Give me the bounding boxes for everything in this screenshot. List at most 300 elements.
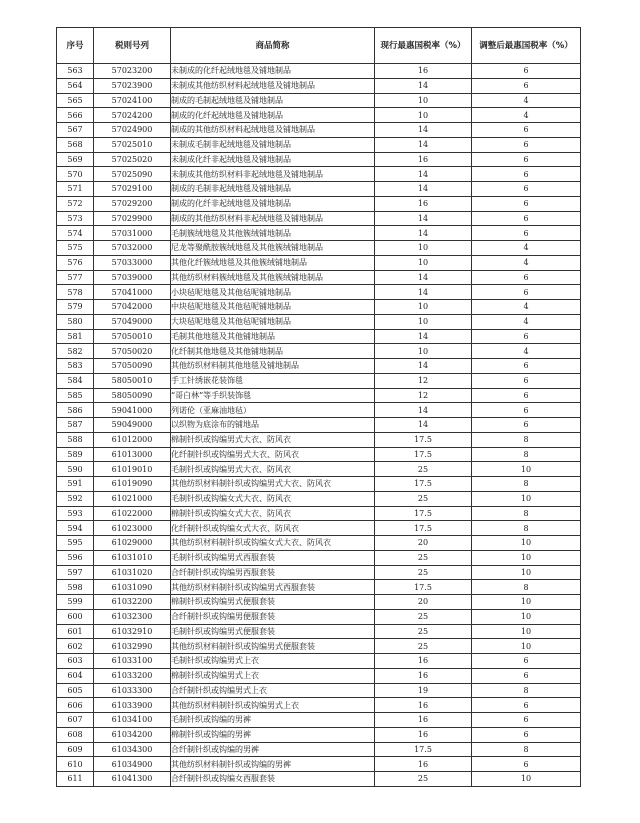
- cell-tariff-code: 61023000: [94, 521, 171, 536]
- cell-adjusted-rate: 10: [472, 609, 581, 624]
- cell-seq-no: 591: [57, 477, 94, 492]
- cell-adjusted-rate: 6: [472, 196, 581, 211]
- cell-seq-no: 568: [57, 137, 94, 152]
- cell-current-rate: 14: [375, 359, 472, 374]
- cell-tariff-code: 57024100: [94, 93, 171, 108]
- cell-tariff-code: 61012000: [94, 432, 171, 447]
- cell-product-name: 棉制针织或钩编男式上衣: [171, 668, 375, 683]
- cell-seq-no: 583: [57, 359, 94, 374]
- cell-current-rate: 25: [375, 462, 472, 477]
- cell-current-rate: 19: [375, 683, 472, 698]
- table-row: [57, 742, 581, 757]
- cell-product-name: 其他纺织材料制针织或钩编女式大衣、防风衣: [171, 536, 375, 551]
- cell-tariff-code: 61019090: [94, 477, 171, 492]
- cell-current-rate: 14: [375, 285, 472, 300]
- cell-product-name: 其他化纤簇绒地毯及其他簇绒铺地制品: [171, 255, 375, 270]
- cell-adjusted-rate: 6: [472, 182, 581, 197]
- cell-adjusted-rate: 4: [472, 300, 581, 315]
- cell-seq-no: 565: [57, 93, 94, 108]
- cell-seq-no: 564: [57, 78, 94, 93]
- cell-product-name: 其他纺织材料制针织或钩编男式上衣: [171, 698, 375, 713]
- cell-tariff-code: 61034100: [94, 713, 171, 728]
- cell-product-name: 棉制针织或钩编男式便服套装: [171, 595, 375, 610]
- table-row: [57, 683, 581, 698]
- cell-product-name: 未制成毛制非起绒地毯及铺地制品: [171, 137, 375, 152]
- cell-tariff-code: 57039000: [94, 270, 171, 285]
- cell-seq-no: 599: [57, 595, 94, 610]
- table-row: [57, 344, 581, 359]
- tariff-table: [56, 27, 581, 787]
- cell-seq-no: 597: [57, 565, 94, 580]
- cell-seq-no: 573: [57, 211, 94, 226]
- table-row: [57, 418, 581, 433]
- table-row: [57, 477, 581, 492]
- table-row: [57, 698, 581, 713]
- cell-current-rate: 17.5: [375, 742, 472, 757]
- cell-current-rate: 14: [375, 137, 472, 152]
- cell-seq-no: 600: [57, 609, 94, 624]
- cell-product-name: “哥白林”等手织装饰毯: [171, 388, 375, 403]
- cell-current-rate: 17.5: [375, 506, 472, 521]
- cell-adjusted-rate: 6: [472, 757, 581, 772]
- cell-current-rate: 17.5: [375, 521, 472, 536]
- cell-current-rate: 12: [375, 388, 472, 403]
- table-row: [57, 565, 581, 580]
- cell-adjusted-rate: 8: [472, 580, 581, 595]
- tariff-document-page: [56, 27, 580, 787]
- cell-adjusted-rate: 4: [472, 255, 581, 270]
- cell-seq-no: 589: [57, 447, 94, 462]
- cell-current-rate: 14: [375, 167, 472, 182]
- cell-seq-no: 575: [57, 241, 94, 256]
- cell-adjusted-rate: 4: [472, 241, 581, 256]
- cell-adjusted-rate: 6: [472, 654, 581, 669]
- cell-product-name: 合纤制针织或钩编男西服套装: [171, 565, 375, 580]
- cell-seq-no: 569: [57, 152, 94, 167]
- cell-tariff-code: 57025090: [94, 167, 171, 182]
- cell-tariff-code: 61033300: [94, 683, 171, 698]
- cell-current-rate: 25: [375, 624, 472, 639]
- cell-seq-no: 566: [57, 108, 94, 123]
- cell-seq-no: 606: [57, 698, 94, 713]
- cell-adjusted-rate: 8: [472, 477, 581, 492]
- cell-current-rate: 25: [375, 639, 472, 654]
- cell-product-name: 毛制针织或钩编的男裤: [171, 713, 375, 728]
- cell-current-rate: 14: [375, 182, 472, 197]
- cell-adjusted-rate: 10: [472, 639, 581, 654]
- table-row: [57, 359, 581, 374]
- cell-product-name: 毛制针织或钩编男式上衣: [171, 654, 375, 669]
- cell-current-rate: 14: [375, 211, 472, 226]
- cell-seq-no: 611: [57, 772, 94, 787]
- cell-tariff-code: 59041000: [94, 403, 171, 418]
- cell-tariff-code: 61022000: [94, 506, 171, 521]
- cell-product-name: 手工针绣嵌花装饰毯: [171, 373, 375, 388]
- cell-adjusted-rate: 8: [472, 447, 581, 462]
- cell-adjusted-rate: 6: [472, 388, 581, 403]
- cell-product-name: 棉制针织或钩编女式大衣、防风衣: [171, 506, 375, 521]
- cell-tariff-code: 61032200: [94, 595, 171, 610]
- cell-tariff-code: 61019010: [94, 462, 171, 477]
- cell-current-rate: 16: [375, 654, 472, 669]
- cell-tariff-code: 61031090: [94, 580, 171, 595]
- cell-adjusted-rate: 8: [472, 432, 581, 447]
- table-row: [57, 123, 581, 138]
- cell-seq-no: 570: [57, 167, 94, 182]
- cell-adjusted-rate: 10: [472, 536, 581, 551]
- cell-seq-no: 587: [57, 418, 94, 433]
- cell-adjusted-rate: 10: [472, 462, 581, 477]
- cell-product-name: 其他纺织材料制其他地毯及铺地制品: [171, 359, 375, 374]
- cell-product-name: 小块毡呢地毯及其他毡呢铺地制品: [171, 285, 375, 300]
- cell-adjusted-rate: 4: [472, 314, 581, 329]
- cell-product-name: 其他纺织材料簇绒地毯及其他簇绒铺地制品: [171, 270, 375, 285]
- cell-tariff-code: 61033100: [94, 654, 171, 669]
- table-row: [57, 314, 581, 329]
- cell-tariff-code: 61031010: [94, 550, 171, 565]
- cell-tariff-code: 57050090: [94, 359, 171, 374]
- table-row: [57, 432, 581, 447]
- cell-seq-no: 585: [57, 388, 94, 403]
- cell-current-rate: 10: [375, 241, 472, 256]
- cell-product-name: 毛制针织或钩编男式大衣、防风衣: [171, 462, 375, 477]
- cell-current-rate: 16: [375, 713, 472, 728]
- cell-current-rate: 14: [375, 418, 472, 433]
- cell-seq-no: 579: [57, 300, 94, 315]
- cell-product-name: 未制成化纤非起绒地毯及铺地制品: [171, 152, 375, 167]
- cell-product-name: 未制成的化纤起绒地毯及铺地制品: [171, 64, 375, 79]
- cell-tariff-code: 57023200: [94, 64, 171, 79]
- cell-seq-no: 609: [57, 742, 94, 757]
- cell-adjusted-rate: 6: [472, 137, 581, 152]
- cell-tariff-code: 61021000: [94, 491, 171, 506]
- header-tariff-code: 税则号列: [94, 28, 171, 64]
- cell-product-name: 化纤制其他地毯及其他铺地制品: [171, 344, 375, 359]
- cell-adjusted-rate: 8: [472, 683, 581, 698]
- cell-product-name: 未制成其他纺织材料非起绒地毯及铺地制品: [171, 167, 375, 182]
- cell-adjusted-rate: 8: [472, 742, 581, 757]
- cell-tariff-code: 57042000: [94, 300, 171, 315]
- cell-adjusted-rate: 10: [472, 595, 581, 610]
- table-row: [57, 93, 581, 108]
- cell-tariff-code: 61013000: [94, 447, 171, 462]
- cell-current-rate: 10: [375, 344, 472, 359]
- header-current-mfn-rate: 现行最惠国税率（%）: [375, 28, 472, 64]
- cell-adjusted-rate: 6: [472, 713, 581, 728]
- table-row: [57, 491, 581, 506]
- cell-tariff-code: 61032300: [94, 609, 171, 624]
- cell-current-rate: 10: [375, 93, 472, 108]
- cell-product-name: 其他纺织材料制针织或钩编男式西服套装: [171, 580, 375, 595]
- cell-adjusted-rate: 6: [472, 167, 581, 182]
- table-row: [57, 550, 581, 565]
- cell-seq-no: 574: [57, 226, 94, 241]
- cell-product-name: 毛制簇绒地毯及其他簇绒铺地制品: [171, 226, 375, 241]
- cell-adjusted-rate: 8: [472, 506, 581, 521]
- cell-tariff-code: 61034200: [94, 727, 171, 742]
- cell-current-rate: 10: [375, 108, 472, 123]
- cell-adjusted-rate: 10: [472, 565, 581, 580]
- cell-current-rate: 16: [375, 727, 472, 742]
- cell-seq-no: 563: [57, 64, 94, 79]
- cell-current-rate: 12: [375, 373, 472, 388]
- cell-seq-no: 571: [57, 182, 94, 197]
- cell-current-rate: 25: [375, 550, 472, 565]
- cell-adjusted-rate: 6: [472, 123, 581, 138]
- cell-adjusted-rate: 6: [472, 64, 581, 79]
- cell-product-name: 未制成其他纺织材料起绒地毯及铺地制品: [171, 78, 375, 93]
- cell-tariff-code: 57025010: [94, 137, 171, 152]
- table-row: [57, 639, 581, 654]
- cell-tariff-code: 57029200: [94, 196, 171, 211]
- cell-adjusted-rate: 6: [472, 373, 581, 388]
- table-row: [57, 373, 581, 388]
- cell-product-name: 其他纺织材料制针织或钩编的男裤: [171, 757, 375, 772]
- table-row: [57, 521, 581, 536]
- cell-adjusted-rate: 8: [472, 521, 581, 536]
- cell-adjusted-rate: 6: [472, 329, 581, 344]
- cell-current-rate: 20: [375, 595, 472, 610]
- table-row: [57, 668, 581, 683]
- cell-seq-no: 567: [57, 123, 94, 138]
- table-row: [57, 757, 581, 772]
- cell-adjusted-rate: 6: [472, 403, 581, 418]
- cell-current-rate: 25: [375, 565, 472, 580]
- table-row: [57, 226, 581, 241]
- cell-adjusted-rate: 6: [472, 78, 581, 93]
- table-row: [57, 78, 581, 93]
- cell-tariff-code: 61029000: [94, 536, 171, 551]
- cell-seq-no: 576: [57, 255, 94, 270]
- cell-product-name: 制成的其他纺织材料非起绒地毯及铺地制品: [171, 211, 375, 226]
- cell-product-name: 制成的化纤起绒地毯及铺地制品: [171, 108, 375, 123]
- cell-seq-no: 581: [57, 329, 94, 344]
- table-row: [57, 241, 581, 256]
- cell-tariff-code: 61033900: [94, 698, 171, 713]
- cell-current-rate: 10: [375, 300, 472, 315]
- cell-adjusted-rate: 10: [472, 491, 581, 506]
- table-row: [57, 654, 581, 669]
- table-row: [57, 595, 581, 610]
- cell-adjusted-rate: 6: [472, 727, 581, 742]
- table-row: [57, 447, 581, 462]
- table-header-row: [57, 28, 581, 64]
- table-row: [57, 403, 581, 418]
- cell-current-rate: 17.5: [375, 580, 472, 595]
- cell-seq-no: 593: [57, 506, 94, 521]
- cell-product-name: 毛制针织或钩编男式西服套装: [171, 550, 375, 565]
- cell-product-name: 毛制其他地毯及其他铺地制品: [171, 329, 375, 344]
- cell-current-rate: 16: [375, 196, 472, 211]
- cell-seq-no: 595: [57, 536, 94, 551]
- cell-current-rate: 14: [375, 78, 472, 93]
- cell-current-rate: 25: [375, 609, 472, 624]
- cell-seq-no: 592: [57, 491, 94, 506]
- cell-adjusted-rate: 6: [472, 698, 581, 713]
- table-row: [57, 196, 581, 211]
- cell-seq-no: 588: [57, 432, 94, 447]
- cell-current-rate: 17.5: [375, 432, 472, 447]
- cell-tariff-code: 58050090: [94, 388, 171, 403]
- cell-adjusted-rate: 6: [472, 226, 581, 241]
- cell-product-name: 化纤制针织或钩编女式大衣、防风衣: [171, 521, 375, 536]
- cell-seq-no: 605: [57, 683, 94, 698]
- cell-seq-no: 608: [57, 727, 94, 742]
- cell-tariff-code: 57024900: [94, 123, 171, 138]
- cell-adjusted-rate: 4: [472, 93, 581, 108]
- table-row: [57, 255, 581, 270]
- table-row: [57, 211, 581, 226]
- cell-seq-no: 594: [57, 521, 94, 536]
- cell-seq-no: 590: [57, 462, 94, 477]
- cell-product-name: 化纤制针织或钩编男式大衣、防风衣: [171, 447, 375, 462]
- table-row: [57, 506, 581, 521]
- cell-tariff-code: 57025020: [94, 152, 171, 167]
- cell-adjusted-rate: 6: [472, 668, 581, 683]
- table-row: [57, 727, 581, 742]
- cell-product-name: 列诺伦（亚麻油地毡）: [171, 403, 375, 418]
- cell-tariff-code: 57029100: [94, 182, 171, 197]
- table-row: [57, 300, 581, 315]
- cell-adjusted-rate: 6: [472, 418, 581, 433]
- cell-seq-no: 607: [57, 713, 94, 728]
- table-row: [57, 624, 581, 639]
- cell-current-rate: 14: [375, 226, 472, 241]
- cell-product-name: 毛制针织或钩编女式大衣、防风衣: [171, 491, 375, 506]
- cell-adjusted-rate: 6: [472, 211, 581, 226]
- cell-tariff-code: 61032990: [94, 639, 171, 654]
- cell-adjusted-rate: 4: [472, 108, 581, 123]
- cell-tariff-code: 57029900: [94, 211, 171, 226]
- cell-current-rate: 14: [375, 270, 472, 285]
- header-adjusted-mfn-rate: 调整后最惠国税率（%）: [472, 28, 581, 64]
- cell-product-name: 制成的毛制非起绒地毯及铺地制品: [171, 182, 375, 197]
- cell-product-name: 合纤制针织或钩编女西服套装: [171, 772, 375, 787]
- cell-tariff-code: 61031020: [94, 565, 171, 580]
- cell-product-name: 大块毡呢地毯及其他毡呢铺地制品: [171, 314, 375, 329]
- cell-tariff-code: 57023900: [94, 78, 171, 93]
- cell-product-name: 合纤制针织或钩编的男裤: [171, 742, 375, 757]
- table-row: [57, 108, 581, 123]
- table-row: [57, 64, 581, 79]
- table-row: [57, 580, 581, 595]
- cell-seq-no: 596: [57, 550, 94, 565]
- cell-current-rate: 16: [375, 757, 472, 772]
- table-row: [57, 536, 581, 551]
- cell-current-rate: 17.5: [375, 447, 472, 462]
- cell-tariff-code: 57032000: [94, 241, 171, 256]
- cell-product-name: 其他纺织材料制针织或钩编男式便服套装: [171, 639, 375, 654]
- header-seq-no: 序号: [57, 28, 94, 64]
- cell-current-rate: 10: [375, 314, 472, 329]
- cell-product-name: 合纤制针织或钩编男便服套装: [171, 609, 375, 624]
- cell-tariff-code: 57033000: [94, 255, 171, 270]
- cell-current-rate: 25: [375, 772, 472, 787]
- cell-tariff-code: 61033200: [94, 668, 171, 683]
- cell-tariff-code: 61032910: [94, 624, 171, 639]
- cell-adjusted-rate: 10: [472, 624, 581, 639]
- cell-current-rate: 20: [375, 536, 472, 551]
- cell-adjusted-rate: 6: [472, 270, 581, 285]
- cell-adjusted-rate: 6: [472, 285, 581, 300]
- cell-seq-no: 604: [57, 668, 94, 683]
- cell-current-rate: 16: [375, 152, 472, 167]
- cell-seq-no: 578: [57, 285, 94, 300]
- cell-product-name: 毛制针织或钩编男式便服套装: [171, 624, 375, 639]
- cell-product-name: 合纤制针织或钩编男式上衣: [171, 683, 375, 698]
- cell-seq-no: 586: [57, 403, 94, 418]
- cell-adjusted-rate: 6: [472, 152, 581, 167]
- cell-current-rate: 16: [375, 64, 472, 79]
- cell-current-rate: 17.5: [375, 477, 472, 492]
- cell-adjusted-rate: 10: [472, 772, 581, 787]
- table-row: [57, 462, 581, 477]
- cell-product-name: 制成的化纤非起绒地毯及铺地制品: [171, 196, 375, 211]
- cell-tariff-code: 57024200: [94, 108, 171, 123]
- cell-tariff-code: 58050010: [94, 373, 171, 388]
- cell-current-rate: 16: [375, 698, 472, 713]
- cell-adjusted-rate: 6: [472, 359, 581, 374]
- cell-tariff-code: 61041300: [94, 772, 171, 787]
- cell-tariff-code: 57049000: [94, 314, 171, 329]
- cell-product-name: 制成的其他纺织材料起绒地毯及铺地制品: [171, 123, 375, 138]
- cell-tariff-code: 57050010: [94, 329, 171, 344]
- cell-product-name: 以织物为底涂布的铺地品: [171, 418, 375, 433]
- cell-tariff-code: 61034300: [94, 742, 171, 757]
- cell-product-name: 棉制针织或钩编的男裤: [171, 727, 375, 742]
- table-row: [57, 388, 581, 403]
- cell-seq-no: 577: [57, 270, 94, 285]
- cell-product-name: 其他纺织材料制针织或钩编男式大衣、防风衣: [171, 477, 375, 492]
- cell-seq-no: 602: [57, 639, 94, 654]
- cell-seq-no: 584: [57, 373, 94, 388]
- table-row: [57, 609, 581, 624]
- cell-tariff-code: 61034900: [94, 757, 171, 772]
- cell-current-rate: 16: [375, 668, 472, 683]
- cell-tariff-code: 57041000: [94, 285, 171, 300]
- table-row: [57, 713, 581, 728]
- table-row: [57, 772, 581, 787]
- cell-product-name: 中块毡呢地毯及其他毡呢铺地制品: [171, 300, 375, 315]
- cell-product-name: 尼龙等聚酰胺簇绒地毯及其他簇绒铺地制品: [171, 241, 375, 256]
- table-row: [57, 285, 581, 300]
- cell-tariff-code: 59049000: [94, 418, 171, 433]
- cell-product-name: 制成的毛制起绒地毯及铺地制品: [171, 93, 375, 108]
- cell-product-name: 棉制针织或钩编男式大衣、防风衣: [171, 432, 375, 447]
- table-row: [57, 182, 581, 197]
- cell-tariff-code: 57031000: [94, 226, 171, 241]
- header-product-name: 商品简称: [171, 28, 375, 64]
- cell-seq-no: 572: [57, 196, 94, 211]
- cell-current-rate: 14: [375, 329, 472, 344]
- table-row: [57, 137, 581, 152]
- cell-current-rate: 25: [375, 491, 472, 506]
- table-row: [57, 329, 581, 344]
- table-row: [57, 167, 581, 182]
- table-row: [57, 152, 581, 167]
- cell-seq-no: 601: [57, 624, 94, 639]
- cell-seq-no: 582: [57, 344, 94, 359]
- table-row: [57, 270, 581, 285]
- cell-current-rate: 14: [375, 403, 472, 418]
- cell-seq-no: 598: [57, 580, 94, 595]
- cell-seq-no: 603: [57, 654, 94, 669]
- cell-seq-no: 610: [57, 757, 94, 772]
- cell-adjusted-rate: 10: [472, 550, 581, 565]
- cell-seq-no: 580: [57, 314, 94, 329]
- cell-tariff-code: 57050020: [94, 344, 171, 359]
- cell-adjusted-rate: 4: [472, 344, 581, 359]
